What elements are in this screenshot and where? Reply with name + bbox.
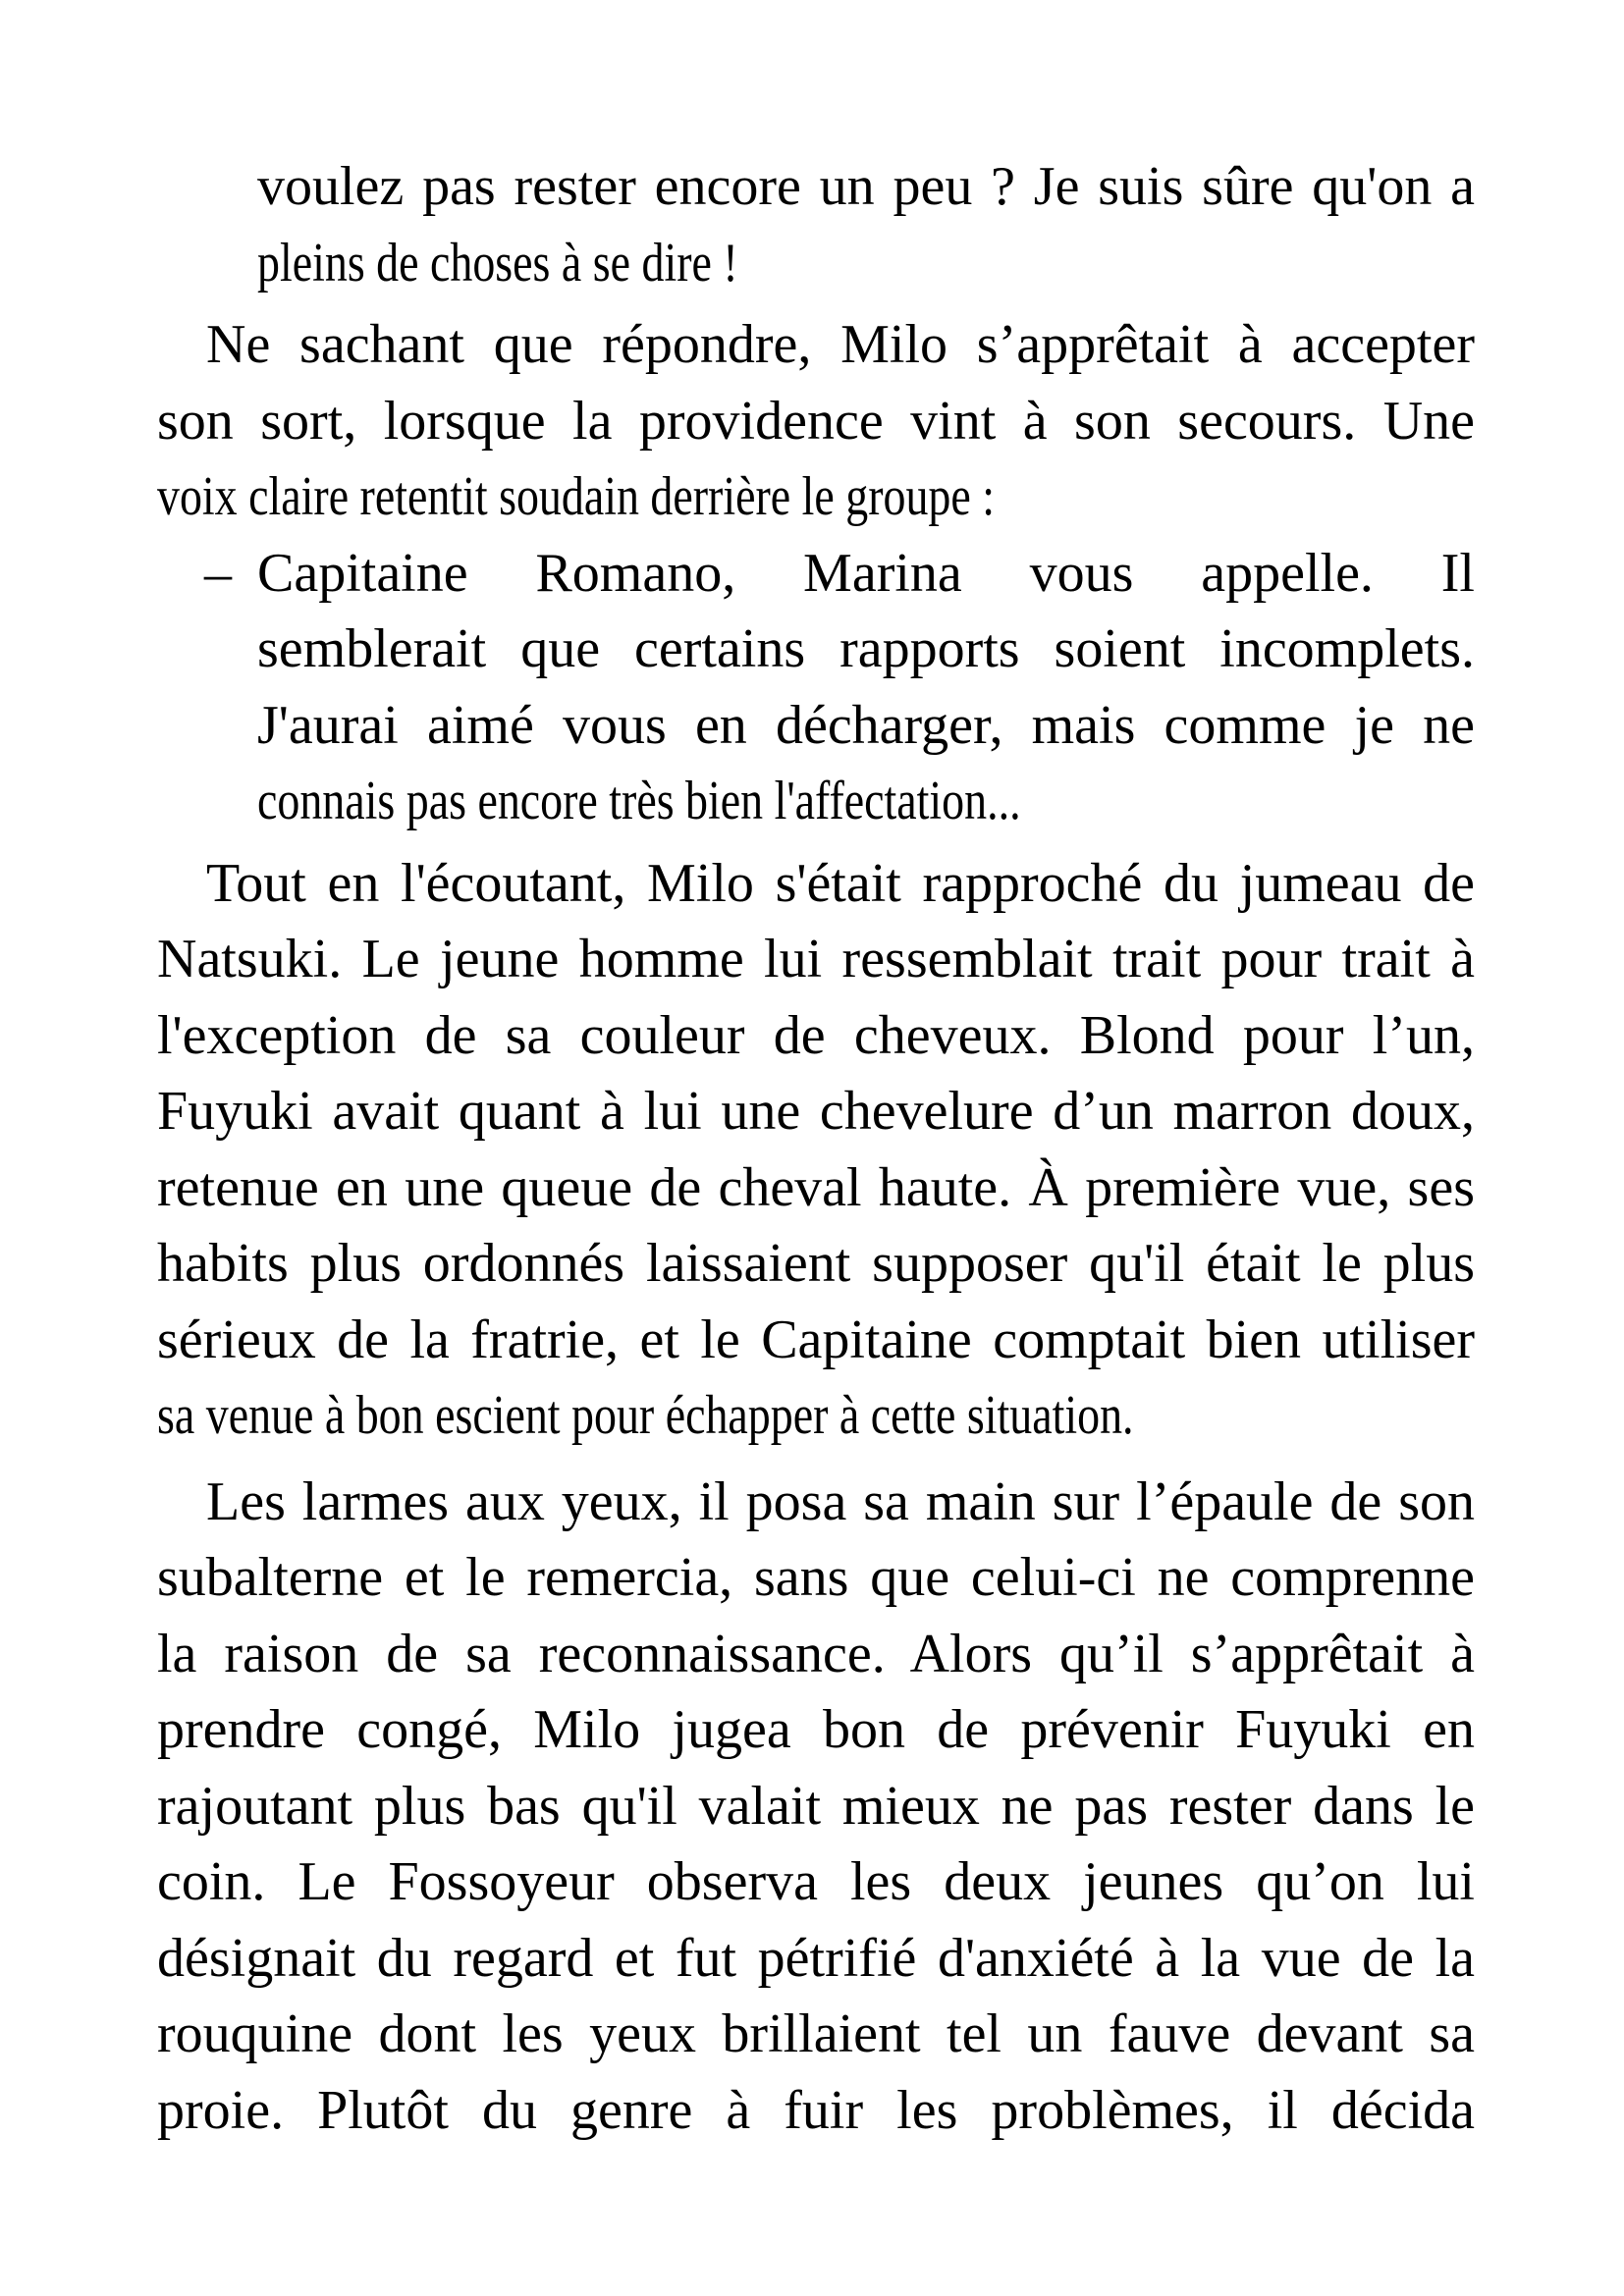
text-line: [257, 762, 1475, 840]
text-line: [206, 305, 1475, 384]
text-line-content: rajoutant plus bas qu'il valait mieux ne pas rester dans le: [157, 1775, 1475, 1837]
text-line-content: voulez pas rester encore un peu ? Je suis sûre qu'on a: [257, 156, 1475, 217]
text-line: [157, 2071, 1475, 2150]
text-line: [157, 382, 1475, 460]
text-line: [157, 1767, 1475, 1845]
text-line-content: Ne sachant que répondre, Milo s’apprêtait à accepter: [206, 314, 1475, 375]
text-line: [157, 1072, 1475, 1150]
text-line: [157, 1615, 1475, 1693]
text-line-content: retenue en une queue de cheval haute. À première vue, ses: [157, 1156, 1475, 1218]
text-line-content: sérieux de la fratrie, et le Capitaine comptait bien utiliser: [157, 1308, 1475, 1370]
text-line-content: pleins de choses à se dire !: [257, 232, 738, 294]
text-line-content: désignait du regard et fut pétrifié d'anxiété à la vue de la: [157, 1927, 1475, 1989]
text-line-content: Fuyuki avait quant à lui une chevelure d’un marron doux,: [157, 1081, 1475, 1142]
text-line: [157, 920, 1475, 998]
text-line: [257, 610, 1475, 688]
dialogue-dash: –: [204, 542, 232, 604]
text-line-content: coin. Le Fossoyeur observa les deux jeunes qu’on lui: [157, 1851, 1475, 1912]
text-line-content: habits plus ordonnés laissaient supposer qu'il était le plus: [157, 1233, 1475, 1294]
text-line-content: J'aurai aimé vous en décharger, mais comme je ne: [257, 694, 1475, 756]
text-line: [257, 147, 1475, 226]
text-line: [157, 1995, 1475, 2073]
text-line: [157, 1919, 1475, 1998]
text-line: [157, 996, 1475, 1075]
text-line-content: la raison de sa reconnaissance. Alors qu’il s’apprêtait à: [157, 1623, 1475, 1684]
text-line-content: Natsuki. Le jeune homme lui ressemblait trait pour trait à: [157, 929, 1475, 989]
text-line-content: semblerait que certains rapports soient incomplets.: [257, 618, 1475, 679]
text-line-content: voix claire retentit soudain derrière le groupe :: [157, 466, 996, 527]
text-line-content: subalterne et le remercia, sans que celui-ci ne comprenne: [157, 1547, 1475, 1608]
text-line-content: Capitaine Romano, Marina vous appelle. Il: [257, 542, 1475, 604]
text-line-content: Tout en l'écoutant, Milo s'était rapproché du jumeau de: [206, 852, 1475, 914]
text-line: [157, 1842, 1475, 1921]
text-line-content: proie. Plutôt du genre à fuir les problèmes, il décida: [157, 2079, 1475, 2141]
text-line-content: l'exception de sa couleur de cheveux. Blond pour l’un,: [157, 1004, 1475, 1066]
text-line: [157, 457, 1475, 536]
text-line-content: son sort, lorsque la providence vint à son secours. Une: [157, 390, 1475, 452]
text-line: [157, 1690, 1475, 1769]
text-line: [157, 1301, 1475, 1379]
text-line: [157, 1148, 1475, 1227]
text-line: [257, 686, 1475, 765]
text-line: [157, 1224, 1475, 1303]
text-line: [157, 1376, 1475, 1455]
text-line: [206, 1463, 1475, 1541]
text-line-content: rouquine dont les yeux brillaient tel un fauve devant sa: [157, 2003, 1475, 2064]
text-line-content: sa venue à bon escient pour échapper à cette situation.: [157, 1385, 1134, 1446]
text-line: [157, 1538, 1475, 1617]
text-line-content: prendre congé, Milo jugea bon de prévenir Fuyuki en: [157, 1699, 1475, 1760]
text-line: [257, 534, 1475, 613]
text-line: [257, 224, 1475, 302]
text-line-content: connais pas encore très bien l'affectation...: [257, 771, 1021, 831]
text-line: [206, 844, 1475, 923]
text-line-content: Les larmes aux yeux, il posa sa main sur l’épaule de son: [206, 1470, 1475, 1532]
